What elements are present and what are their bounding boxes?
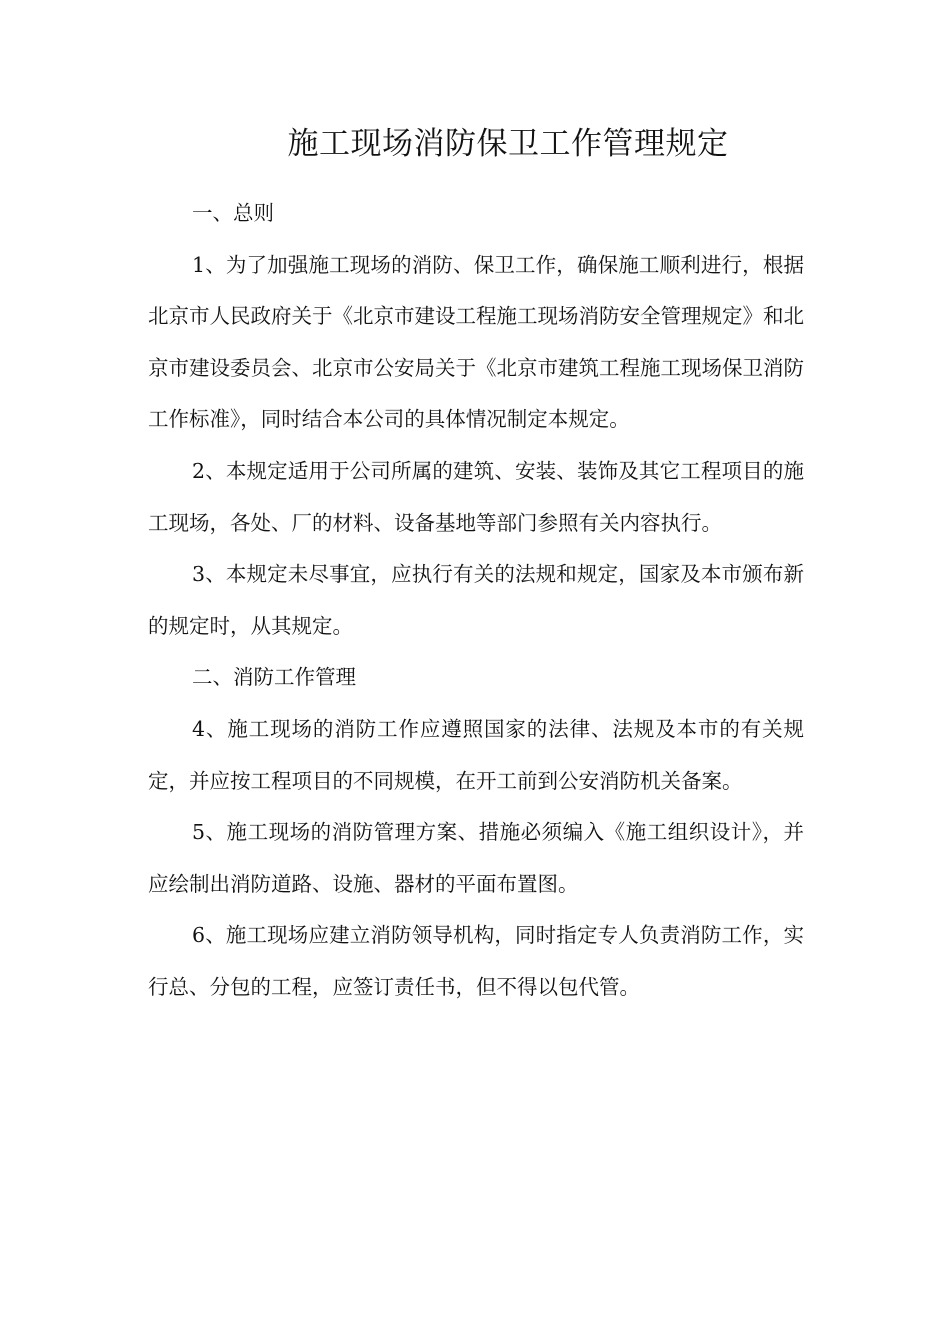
- paragraph-4: 4、施工现场的消防工作应遵照国家的法律、法规及本市的有关规定，并应按工程项目的不同规模，在开工前到公安消防机关备案。: [148, 716, 804, 793]
- document-body: [148, 188, 804, 1014]
- paragraph-3: 3、本规定未尽事宜，应执行有关的法规和规定，国家及本市颁布新的规定时，从其规定。: [148, 562, 804, 638]
- section-heading-general: 一、总则: [192, 201, 274, 225]
- paragraph-2: 2、本规定适用于公司所属的建筑、安装、装饰及其它工程项目的施工现场，各处、厂的材料、设备基地等部门参照有关内容执行。: [148, 458, 804, 535]
- document-title: 施工现场消防保卫工作管理规定: [287, 126, 729, 162]
- paragraph-1: 1、为了加强施工现场的消防、保卫工作，确保施工顺利进行，根据北京市人民政府关于《北京市建设工程施工现场消防安全管理规定》和北京市建设委员会、北京市公安局关于《北京市建筑工程施工现场保卫消防工作标准》，同时结合本公司的具体情况制定本规定。: [148, 252, 804, 432]
- section-heading-fire-management: 二、消防工作管理: [192, 665, 356, 690]
- paragraph-5: 5、施工现场的消防管理方案、措施必须编入《施工组织设计》，并应绘制出消防道路、设施、器材的平面布置图。: [148, 820, 804, 896]
- paragraph-6: 6、施工现场应建立消防领导机构，同时指定专人负责消防工作，实行总、分包的工程，应签订责任书，但不得以包代管。: [148, 923, 804, 999]
